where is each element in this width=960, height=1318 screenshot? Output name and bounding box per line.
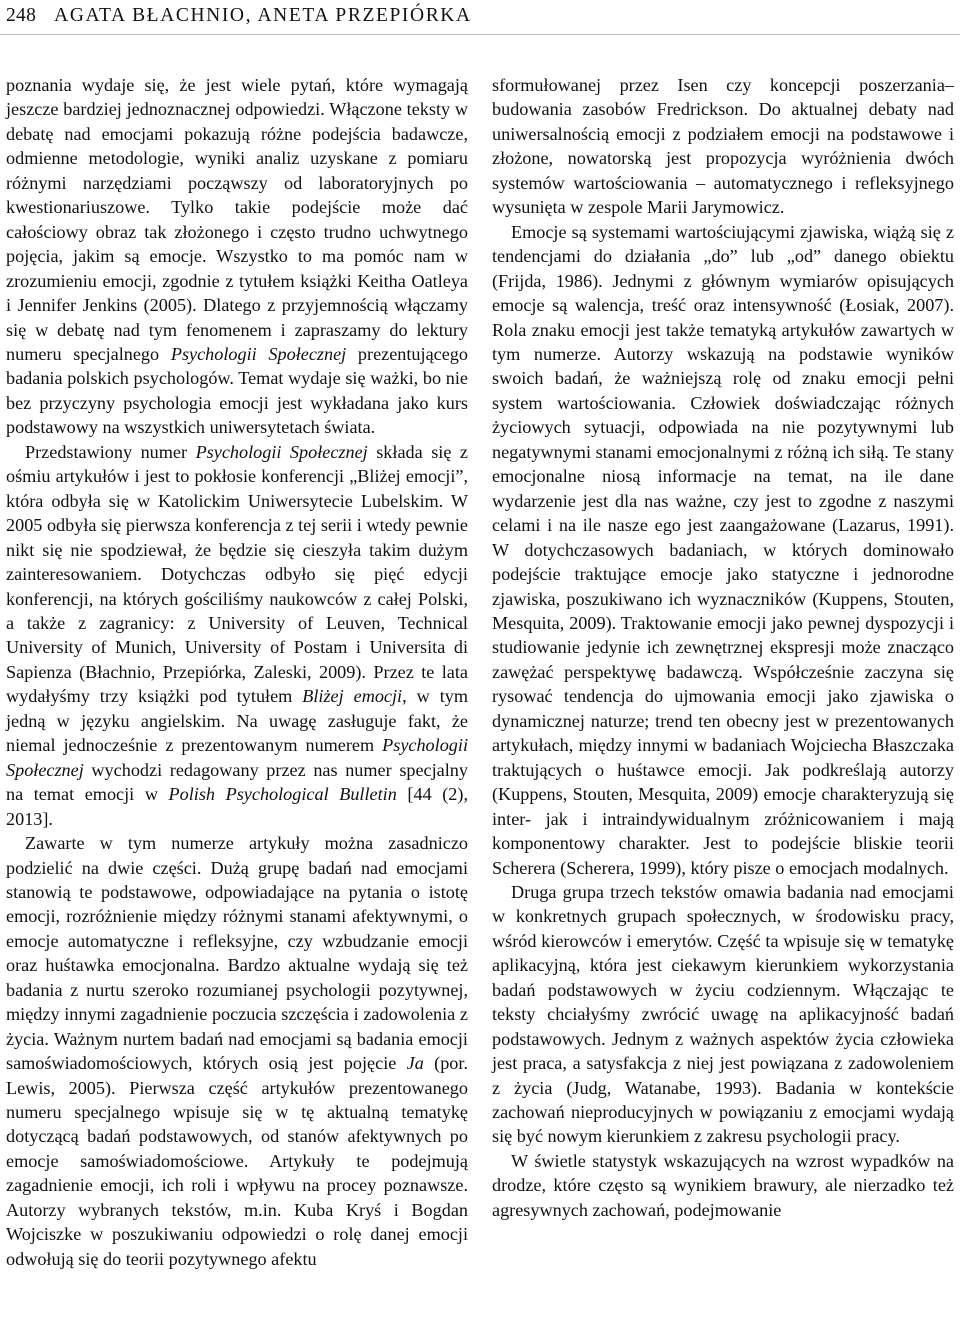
text-run: prezentującego badania polskich psychologów. Temat wydaje się ważki, bo nie bez przyczyny psychologia emocji jest wykładana jako kurs podstawowy na wszystkich uniwersytetach świata. [6,343,468,438]
text-run: Zawarte w tym numerze artykuły można zasadniczo podzielić na dwie części. Dużą grupę badań nad emocjami stanowią te podstawowe, odpowiadające na pytania o istotę emocji, rozróżnienie między różnymi stanami afektywnymi, o emocje automatyczne i refleksyjne, czy wzbudzanie emocji oraz huśtawka emocjonalna. Bardzo aktualne wydają się też badania z nurtu szeroko rozumianej psychologii pozytywnej, między innymi zagadnienie poczucia szczęścia i zadowolenia z życia. Ważnym nurtem badań nad emocjami są badania emocji samoświadomościowych, których osią jest pojęcie [6,833,468,1074]
italic-title: Bliżej emocji [302,686,403,707]
paragraph: Druga grupa trzech tekstów omawia badania nad emocjami w konkretnych grupach społecznych, w środowisku pracy, wśród kierowców i emerytów. Część ta wpisuje się w tematykę aplikacyjną, która jest ciekawym kierunkiem wykorzystania badań podstawowych w życiu codziennym. Włączając te teksty chciałyśmy zwrócić uwagę na aplikacyjność badań podstawowych. Jednym z ważnych aspektów życia człowieka jest praca, a satysfakcja z niej jest powiązana z zadowoleniem z życia (Judg, Watanabe, 1993). Badania w kontekście zachowań nieproducyjnych w powiązaniu z emocjami wydają się być nowym kierunkiem z zakresu psychologii pracy. [492,881,954,1147]
page-header [6,0,946,32]
italic-term: Ja [406,1053,424,1074]
italic-title: Psychologii Społecznej [170,343,347,364]
paragraph [6,440,468,831]
header-divider [0,34,960,35]
paragraph: W świetle statystyk wskazujących na wzrost wypadków na drodze, które często są wynikiem brawury, ale nierzadko też agresywnych zachowań, podejmowanie [492,1150,954,1220]
italic-title: Psychologii Społecznej [195,441,368,462]
paragraph: sformułowanej przez Isen czy koncepcji poszerzania–budowania zasobów Fredrickson. Do aktualnej debaty nad uniwersalnością emocji z podziałem emocji na podstawowe i złożone, nowatorską jest propozycja wyróżnienia dwóch systemów wartościowania – automatycznego i refleksyjnego wysunięta w zespole Marii Jarymowicz. [492,75,954,218]
right-column [492,73,954,1222]
running-head: AGATA BŁACHNIO, ANETA PRZEPIÓRKA [54,5,472,26]
text-run: składa się z ośmiu artykułów i jest to pokłosie konferencji „Bliżej emocji”, która odbyła się w Katolickim Uniwersytecie Lubelskim. W 2005 odbyła się pierwsza konferencja z tej serii i wtedy pewnie nikt się nie spodziewał, że będzie się cieszyła takim dużym zainteresowaniem. Dotychczas odbyło się pięć edycji konferencji, na których gościliśmy naukowców z całej Polski, a także z zagranicy: z University of Leuven, Technical University of Munich, University of Postam i Universita di Sapienza (Błachnio, Przepiórka, Zaleski, 2009). Przez te lata wydałyśmy trzy książki pod tytułem [6,441,468,707]
text-run: , w tym jedną w języku angielskim. Na uwagę zasługuje fakt, że niemal jednocześnie z prezentowanym numerem [6,686,469,756]
paragraph [6,831,468,1271]
text-run: wychodzi redagowany przez nas numer specjalny na temat emocji w [6,759,468,805]
page-number: 248 [6,5,37,26]
text-run: [44 (2), 2013]. [6,784,468,829]
left-column [6,73,468,1271]
italic-title: Polish Psychological Bulletin [168,784,397,805]
paragraph [6,73,468,440]
paragraph: Emocje są systemami wartościującymi zjawiska, wiążą się z tendencjami do działania „do” lub „od” danego obiektu (Frijda, 1986). Jednymi z głównym wymiarów opisujących emocje są walencja, treść oraz intensywność (Łosiak, 2007). Rola znaku emocji jest także tematyką artykułów zawartych w tym numerze. Autorzy wskazują na podstawie wyników swoich badań, że ważniejszą rolę od znaku emocji pełni system wartościowania. Człowiek doświadczając różnych życiowych sytuacji, odpowiada na nie pozytywnymi lub negatywnymi stanami emocjonalnymi z różną ich siłą. Te stany emocjonalne niosą informacje na temat, na ile dane wydarzenie jest dla nas ważne, czy jest to zgodne z naszymi celami i na ile nasze ego jest zaangażowane (Lazarus, 1991). W dotychczasowych badaniach, w których dominowało podejście traktujące emocje jako statyczne i jednorodne zjawiska, poszukiwano ich wyznaczników (Kuppens, Stouten, Mesquita, 2009). Traktowanie emocji jako pewnej dyspozycji i studiowanie jedynie ich zewnętrznej ekspresji może znacząco zawężać perspektywę badawczą. Współcześnie zaczyna się rysować tendencja do ujmowania emocji jako zjawiska o dynamicznej naturze; trend ten obecny jest w prezentowanych artykułach, między innymi w badaniach Wojciecha Błaszczaka traktujących o huśtawce emocji. Jak podkreślają autorzy (Kuppens, Stouten, Mesquita, 2009) emocje charakteryzują się inter- jak i intraindywidualnym zróżnicowaniem i mają komponentowy charakter. Jest to podejście bliskie teorii Scherera (Scherera, 1999), który pisze o emocjach modalnych. [492,221,954,878]
italic-title: Psychologii Społecznej [6,735,468,780]
text-run: poznania wydaje się, że jest wiele pytań, które wymagają jeszcze bardziej jednoznacznej odpowiedzi. Włączone teksty w debatę nad emocjami pokazują różne podejścia badawcze, odmienne metodologie, wyniki analiz uzyskane z pomiaru różnymi narzędziami począwszy od laboratoryjnych po kwestionariuszowe. Tylko takie podejście może dać całościowy obraz tak złożonego i często trudno uchwytnego pojęcia, jakim są emocje. Wszystko to ma pomóc nam w zrozumieniu emocji, zgodnie z tytułem książki Keitha Oatleya i Jennifer Jenkins (2005). Dlatego z przyjemnością włączamy się w debatę nad tym fenomenem i zapraszamy do lektury numeru specjalnego [6,75,468,364]
text-run: Przedstawiony numer [25,441,196,462]
text-run: (por. Lewis, 2005). Pierwsza część artykułów prezentowanego numeru specjalnego wpisuje się w tę aktualną tematykę dotyczącą badań podstawowych, od stanów afektywnych po emocje samoświadomościowe. Artykuły te podejmują zagadnienie emocji, ich roli i wpływu na procey poznawsze. Autorzy wybranych tekstów, m.in. Kuba Kryś i Bogdan Wojciszke w poszukiwaniu odpowiedzi o rolę danej emocji odwołują się do teorii pozytywnego afektu [6,1053,468,1269]
